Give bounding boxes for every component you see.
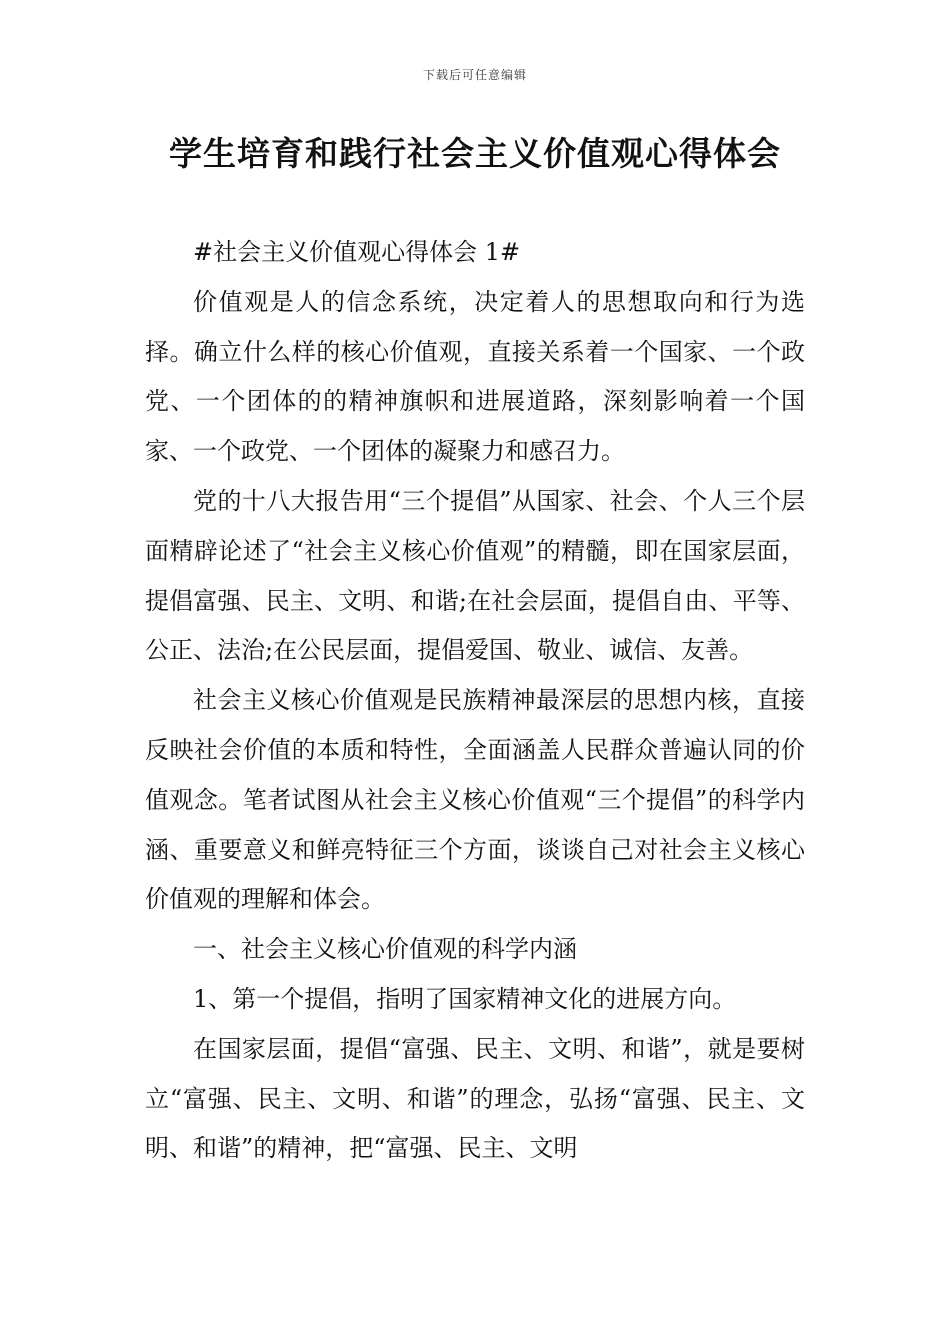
section-heading: #社会主义价值观心得体会 1# xyxy=(193,238,521,266)
list-item-heading: 1、第一个提倡，指明了国家精神文化的进展方向。 xyxy=(193,984,737,1013)
subsection-heading: 一、社会主义核心价值观的科学内涵 xyxy=(193,935,577,964)
document-title: 学生培育和践行社会主义价值观心得体会 xyxy=(169,134,781,173)
paragraph: 价值观是人的信念系统，决定着人的思想取向和行为选择。确立什么样的核心价值观，直接关系着一个国家、一个政党、一个团体的的精神旗帜和进展道路，深刻影响着一个国家、一个政党、一个团体的凝聚力和感召力。 xyxy=(145,287,805,466)
document-body xyxy=(145,228,805,1174)
paragraph: 社会主义核心价值观是民族精神最深层的思想内核，直接反映社会价值的本质和特性，全面涵盖人民群众普遍认同的价值观念。笔者试图从社会主义核心价值观“三个提倡”的科学内涵、重要意义和鲜亮特征三个方面，谈谈自己对社会主义核心价值观的理解和体会。 xyxy=(145,686,805,914)
header-note: 下载后可任意编辑 xyxy=(422,68,527,82)
paragraph: 党的十八大报告用“三个提倡”从国家、社会、个人三个层面精辟论述了“社会主义核心价值观”的精髓，即在国家层面，提倡富强、民主、文明、和谐;在社会层面，提倡自由、平等、公正、法治;在公民层面，提倡爱国、敬业、诚信、友善。 xyxy=(145,486,805,665)
paragraph: 在国家层面，提倡“富强、民主、文明、和谐”，就是要树立“富强、民主、文明、和谐”的理念，弘扬“富强、民主、文明、和谐”的精神，把“富强、民主、文明 xyxy=(145,1034,805,1163)
